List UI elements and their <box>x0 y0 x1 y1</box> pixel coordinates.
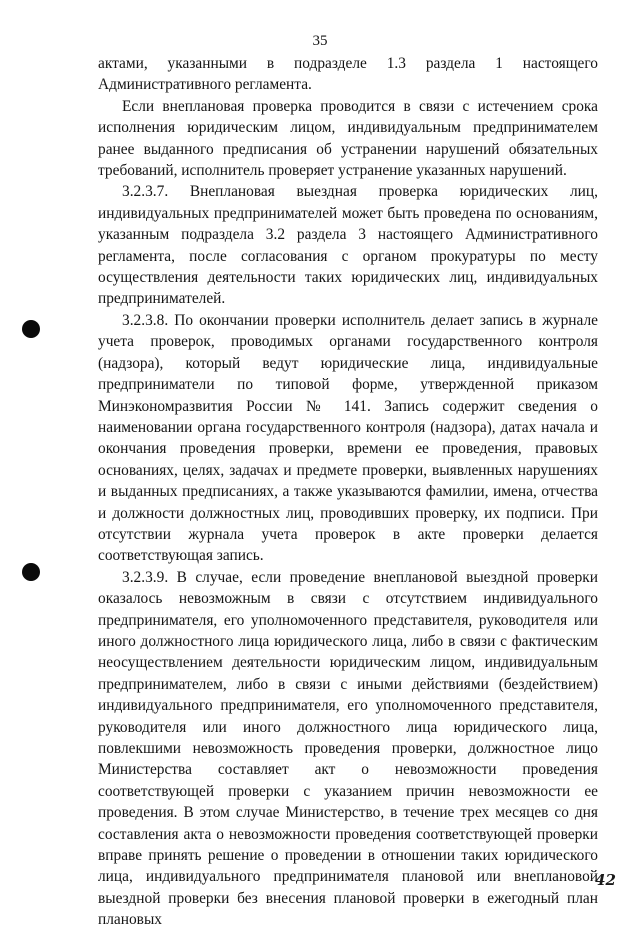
paragraph-3-2-3-7: 3.2.3.7. Внеплановая выездная проверка юридических лиц, индивидуальных предпринимателей может быть проведена по основаниям, указанным подраздела 3.2 раздела 3 настоящего Административного регламента, после согласования с органом прокуратуры по месту осуществления деятельности таких юридических лиц, индивидуальных предпринимателей. <box>98 183 598 308</box>
paragraph-continuation: актами, указанными в подразделе 1.3 раздела 1 настоящего Административного регламента. <box>98 55 598 94</box>
paragraph-unplanned-inspection: Если внеплановая проверка проводится в связи с истечением срока исполнения юридическим лицом, индивидуальным предпринимателем ранее выданного предписания об устранении нарушений обязательных требований, исполнитель проверяет устранение указанных нарушений. <box>98 97 598 180</box>
paragraph-3-2-3-9: 3.2.3.9. В случае, если проведение внеплановой выездной проверки оказалось невозможным в связи с отсутствием индивидуального предпринимателя, его уполномоченного представителя, руководителя или иного должностного лица юридического лица, либо в связи с фактическим неосуществлением деятельности юридическим лицом, индивидуальным предпринимателем, либо в связи с иными действиями (бездействием) индивидуального предпринимателя, его уполномоченного представителя, руководителя или иного должностного лица юридического лица, повлекшими невозможность проведения проверки, должностное лицо Министерства составляет акт о невозможности проведения соответствующей проверки с указанием причин невозможности ее проведения. В этом случае Министерство, в течение трех месяцев со дня составления акта о невозможности проведения соответствующей проверки вправе принять решение о проведении в отношении таких юридического лица, индивидуального предпринимателя плановой или внеплановой выездной проверки без внесения плановой проверки в ежегодный план плановых <box>98 568 598 929</box>
document-body <box>98 53 598 931</box>
punch-hole-lower <box>22 563 40 581</box>
paragraph-3-2-3-8: 3.2.3.8. По окончании проверки исполнитель делает запись в журнале учета проверок, проводимых органами государственного контроля (надзора), который ведут юридические лица, индивидуальные предприниматели по типовой форме, утвержденной приказом Минэкономразвития России № 141. Запись содержит сведения о наименовании органа государственного контроля (надзора), датах начала и окончания проведения проверки, времени ее проведения, правовых основаниях, целях, задачах и предмете проверки, выявленных нарушениях и выданных предписаниях, а также указываются фамилии, имена, отчества и должности должностных лиц, проводивших проверку, их подписи. При отсутствии журнала учета проверок в акте проверки делается соответствующая запись. <box>98 311 598 565</box>
punch-hole-upper <box>22 320 40 338</box>
handwritten-sheet-number: 42 <box>595 871 616 889</box>
page-number: 35 <box>312 33 328 49</box>
